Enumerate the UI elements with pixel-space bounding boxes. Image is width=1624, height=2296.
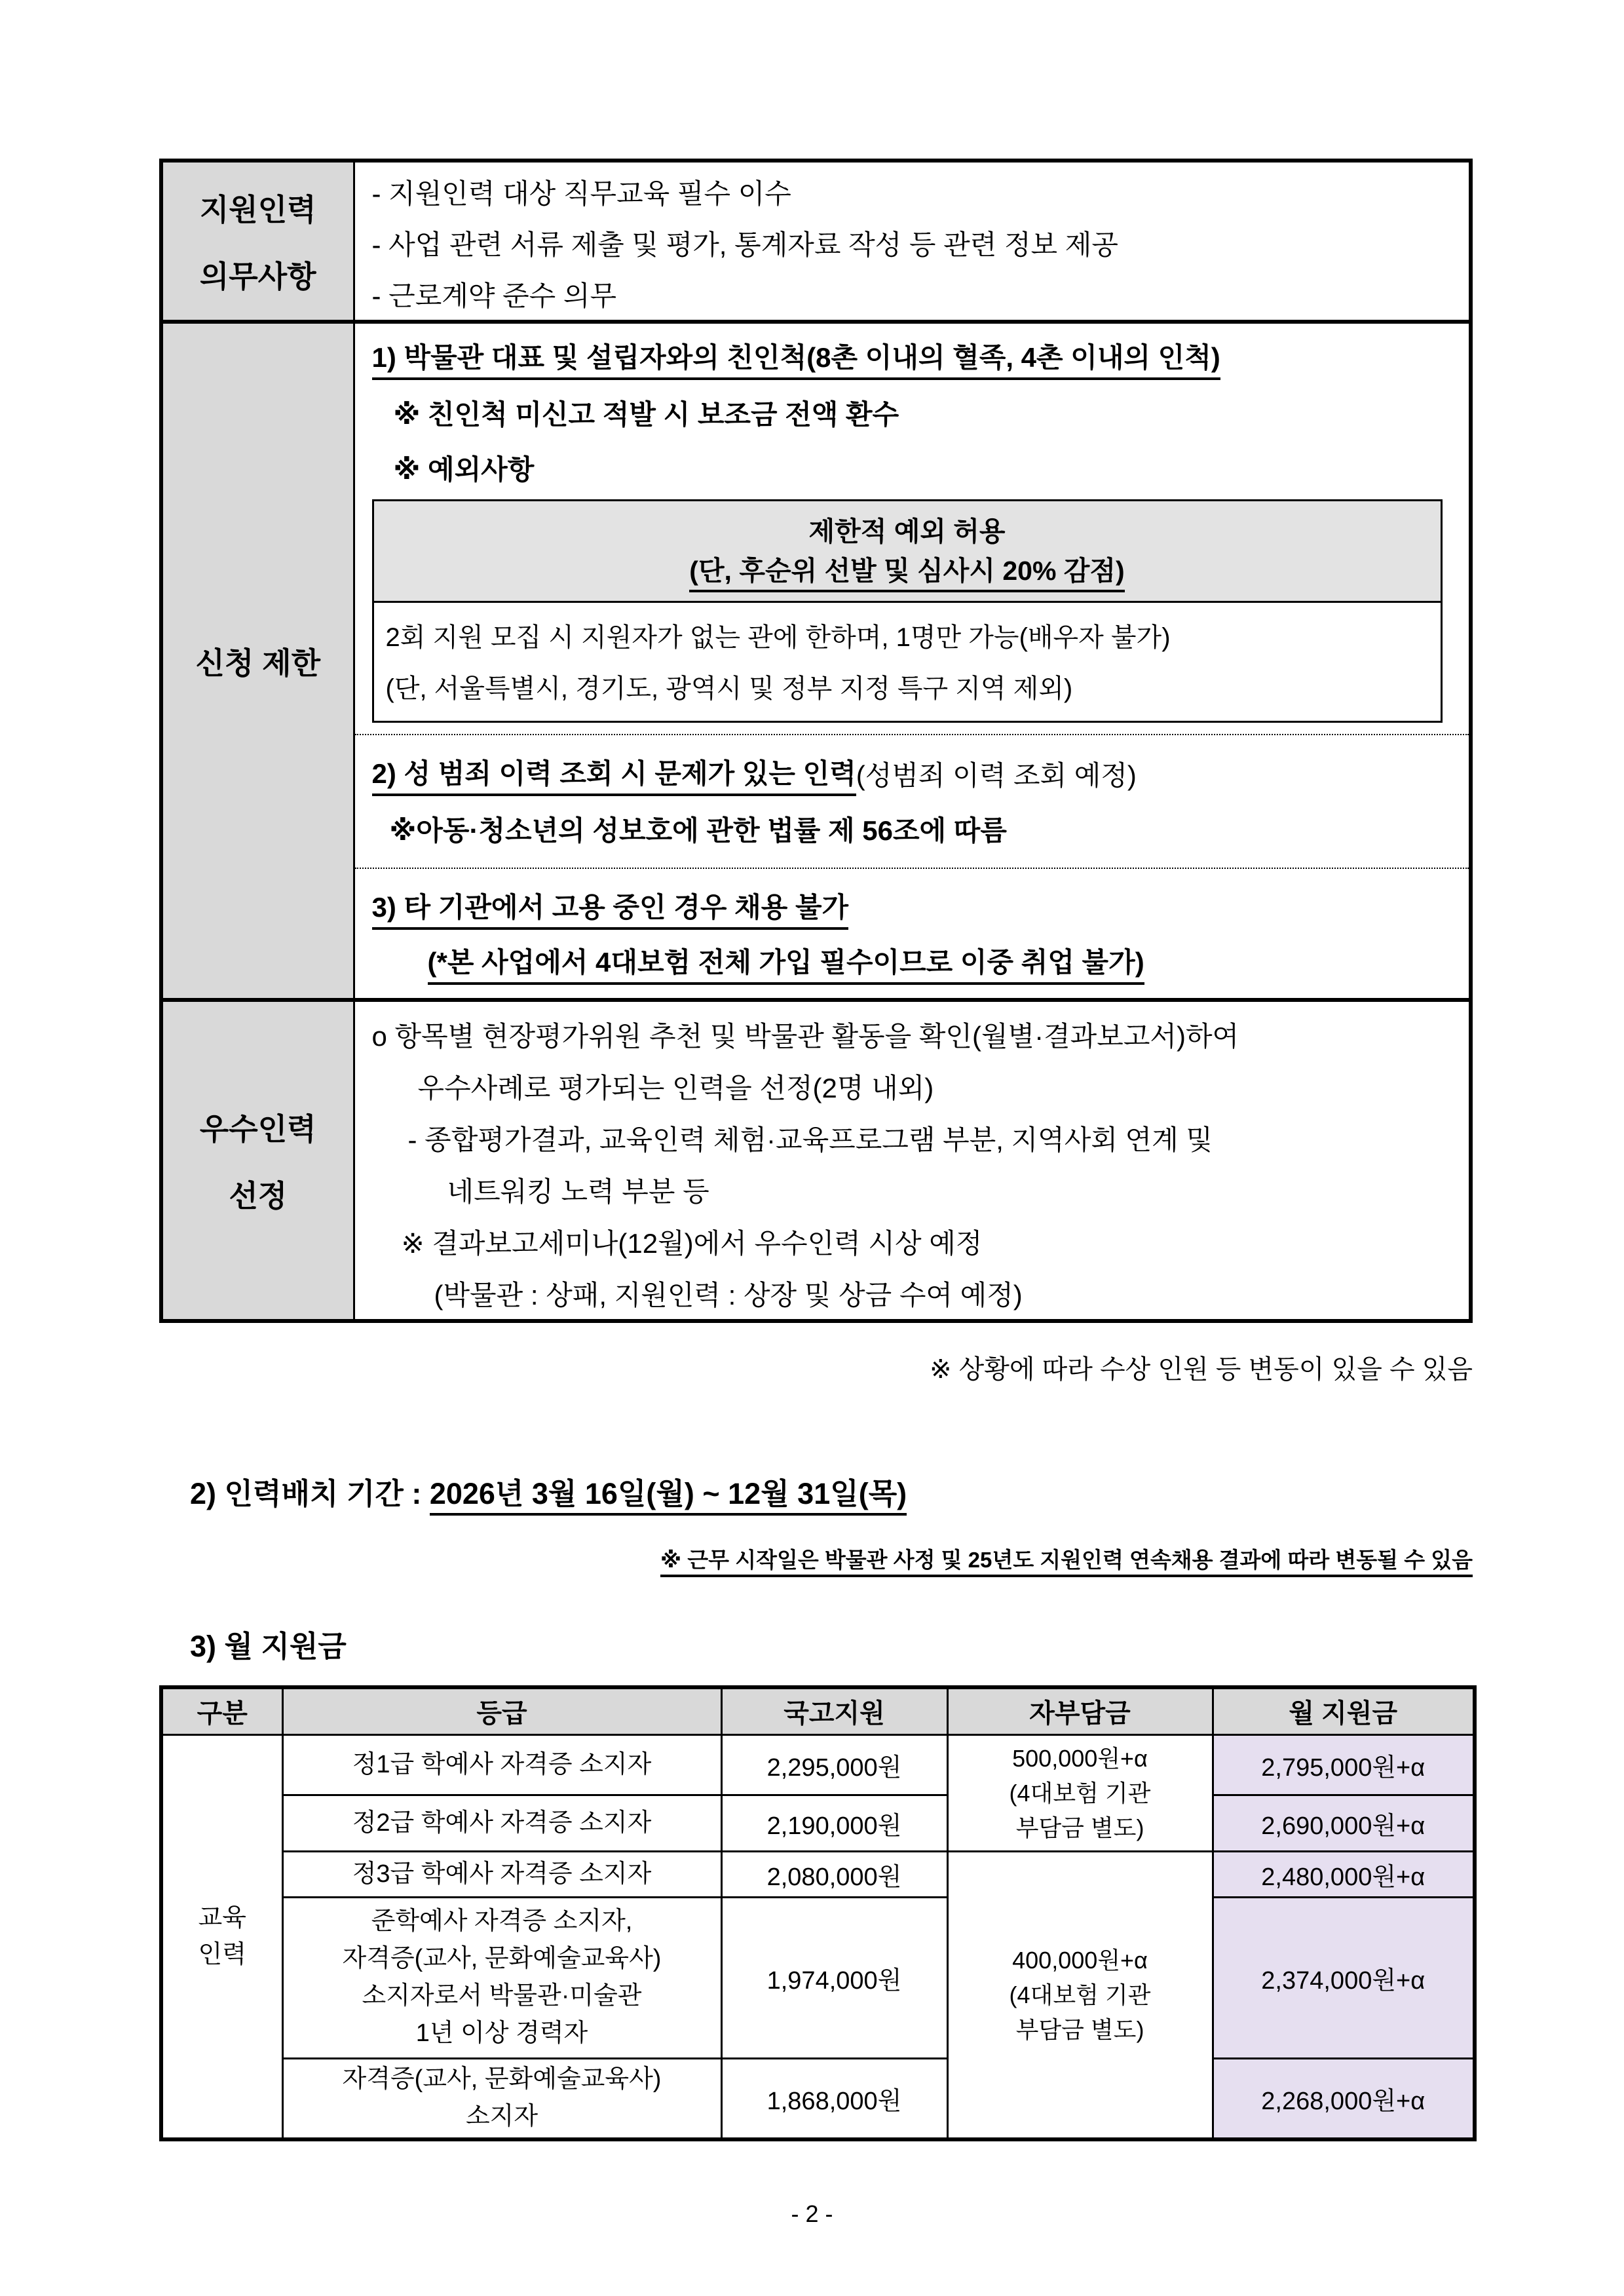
text-line: (단, 후순위 선발 및 심사시 20% 감점) <box>374 550 1441 592</box>
grade-cell: 정3급 학예사 자격증 소지자 <box>282 1851 721 1897</box>
text-line: 네트워킹 노력 부분 등 <box>447 1176 709 1207</box>
table-row <box>161 1897 1475 2058</box>
group-cell: 교육 인력 <box>161 1734 282 2139</box>
grade-cell: 정2급 학예사 자격증 소지자 <box>282 1795 721 1851</box>
program-rules-table <box>159 159 1473 1323</box>
excellence-content-cell <box>354 1000 1471 1321</box>
label-line: 지원인력 <box>199 193 316 227</box>
text-line: 1) 박물관 대표 및 설립자와의 친인척(8촌 이내의 혈족, 4촌 이내의 인척) <box>355 330 1469 385</box>
col-header-category: 구분 <box>161 1687 282 1734</box>
monthly-total-cell: 2,480,000원+α <box>1213 1851 1475 1897</box>
section-2-note: ※ 근무 시작일은 박물관 사정 및 25년도 지원인력 연속채용 결과에 따라 변동될 수 있음 <box>159 1543 1473 1574</box>
table-footnote: ※ 상황에 따라 수상 인원 등 변동이 있을 수 있음 <box>929 1355 1473 1384</box>
text-line: - 종합평가결과, 교육인력 체험·교육프로그램 부분, 지역사회 연계 및 <box>407 1124 1213 1155</box>
section-3-heading: 3) 월 지원금 <box>190 1630 347 1663</box>
label-line: 의무사항 <box>199 259 316 294</box>
col-header-gov-support: 국고지원 <box>721 1687 947 1734</box>
text-line: (단, 서울특별시, 경기도, 광역시 및 정부 지정 특구 지역 제외) <box>385 674 1073 703</box>
table-header-row <box>161 1687 1475 1734</box>
text-line: o 항목별 현장평가위원 추천 및 박물관 활동을 확인(월별·결과보고서)하여 <box>371 1020 1239 1052</box>
grade-cell: 준학예사 자격증 소지자, 자격증(교사, 문화예술교육사) 소지자로서 박물관·미술관 1년 이상 경력자 <box>282 1897 721 2058</box>
self-charge-cell: 500,000원+α (4대보험 기관 부담금 별도) <box>947 1734 1213 1851</box>
gov-support-cell: 1,974,000원 <box>721 1897 947 2058</box>
grade-cell: 자격증(교사, 문화예술교육사) 소지자 <box>282 2058 721 2139</box>
section-2-prefix: 2) 인력배치 기간 : <box>190 1477 430 1510</box>
monthly-support-table <box>159 1685 1477 2141</box>
gov-support-cell: 2,295,000원 <box>721 1734 947 1795</box>
label-line: 선정 <box>229 1179 288 1213</box>
exception-box-body <box>374 603 1441 721</box>
table-row <box>161 2058 1475 2139</box>
text-line: 2) 성 범죄 이력 조회 시 문제가 있는 인력 (성범죄 이력 조회 예정) <box>355 746 1469 801</box>
restrictions-content-cell <box>354 322 1471 1000</box>
monthly-total-cell: 2,268,000원+α <box>1213 2058 1475 2139</box>
row-label-duties <box>161 161 354 322</box>
duties-content-cell <box>354 161 1471 322</box>
table-row <box>161 1000 1471 1321</box>
text-line: 제한적 예외 허용 <box>808 516 1006 546</box>
monthly-total-cell: 2,795,000원+α <box>1213 1734 1475 1795</box>
gov-support-cell: 2,080,000원 <box>721 1851 947 1897</box>
text-line: ※아동·청소년의 성보호에 관한 법률 제 56조에 따름 <box>389 815 1007 846</box>
text-line: 2회 지원 모집 시 지원자가 없는 관에 한하며, 1명만 가능(배우자 불가) <box>385 622 1171 652</box>
text-line: (*본 사업에서 4대보험 전체 가입 필수이므로 이중 취업 불가) <box>355 935 1469 990</box>
text-line: ※ 친인척 미신고 적발 시 보조금 전액 환수 <box>393 399 899 430</box>
text-line: 3) 타 기관에서 고용 중인 경우 채용 불가 <box>355 880 1469 935</box>
text-line: (박물관 : 상패, 지원인력 : 상장 및 상금 수여 예정) <box>434 1279 1023 1311</box>
row-label-restrictions <box>161 322 354 1000</box>
gov-support-cell: 2,190,000원 <box>721 1795 947 1851</box>
section-2-period: 2026년 3월 16일(월) ~ 12월 31일(목) <box>430 1477 907 1516</box>
text-line: ※ 결과보고세미나(12월)에서 우수인력 시상 예정 <box>401 1227 983 1259</box>
text-line: 우수사례로 평가되는 인력을 선정(2명 내외) <box>417 1072 934 1103</box>
grade-cell: 정1급 학예사 자격증 소지자 <box>282 1734 721 1795</box>
gov-support-cell: 1,868,000원 <box>721 2058 947 2139</box>
col-header-monthly-total: 월 지원금 <box>1213 1687 1475 1734</box>
table-row <box>161 322 1471 1000</box>
col-header-self-charge: 자부담금 <box>947 1687 1213 1734</box>
exception-box-header <box>374 501 1441 603</box>
text-line: - 근로계약 준수 의무 <box>371 280 617 311</box>
monthly-total-cell: 2,690,000원+α <box>1213 1795 1475 1851</box>
table-row <box>161 1795 1475 1851</box>
text-line: ※ 예외사항 <box>393 454 535 485</box>
section-2-heading <box>190 1470 907 1512</box>
text-line: - 지원인력 대상 직무교육 필수 이수 <box>371 178 791 209</box>
table-row <box>161 1851 1475 1897</box>
dotted-divider <box>355 868 1469 869</box>
dotted-divider <box>355 734 1469 735</box>
col-header-grade: 등급 <box>282 1687 721 1734</box>
self-charge-cell: 400,000원+α (4대보험 기관 부담금 별도) <box>947 1851 1213 2139</box>
text-line: - 사업 관련 서류 제출 및 평가, 통계자료 작성 등 관련 정보 제공 <box>371 229 1118 260</box>
exception-box <box>372 499 1443 723</box>
page-number: - 2 - <box>791 2200 833 2227</box>
label-line: 신청 제한 <box>195 645 321 680</box>
table-row <box>161 1734 1475 1795</box>
label-line: 우수인력 <box>199 1112 316 1146</box>
monthly-total-cell: 2,374,000원+α <box>1213 1897 1475 2058</box>
table-row <box>161 161 1471 322</box>
row-label-excellence <box>161 1000 354 1321</box>
